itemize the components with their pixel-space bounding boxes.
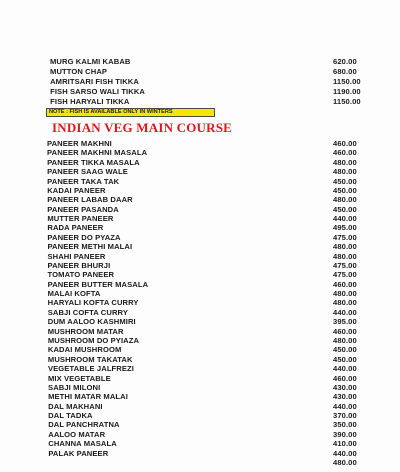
menu-item-name: PANEER BUTTER MASALA — [47, 279, 149, 289]
menu-item-price: 480.00 — [333, 298, 357, 308]
menu-item-row — [0, 57, 400, 66]
menu-item-name: MUSHROOM DO PYIAZA — [47, 335, 140, 345]
menu-item-name: RADA PANEER — [47, 223, 104, 233]
menu-item-name: PANEER MAKHNI MASALA — [47, 148, 148, 158]
menu-item-name: PANEER SAAG WALE — [47, 167, 128, 177]
menu-item-price: 460.00 — [333, 139, 357, 148]
menu-item-name: PANEER BHURJI — [47, 260, 111, 270]
menu-item-price: 480.00 — [333, 157, 357, 167]
menu-item-price: 1190.00 — [333, 87, 361, 97]
menu-item-name: SABJI MILONI — [48, 382, 101, 392]
menu-item-name: PANEER TIKKA MASALA — [47, 157, 140, 167]
menu-item-price: 350.00 — [333, 420, 357, 430]
menu-item-name: SABJI COFTA CURRY — [47, 307, 129, 317]
menu-item-row — [0, 139, 400, 148]
menu-item-price: 460.00 — [333, 148, 357, 158]
menu-item-price: 480.00 — [333, 289, 357, 299]
menu-item-price: 475.00 — [333, 232, 357, 242]
menu-item-price: 1150.00 — [333, 97, 361, 107]
menu-item-row — [0, 355, 400, 364]
menu-item-row — [0, 186, 400, 195]
menu-item-price: 460.00 — [333, 373, 357, 383]
menu-item-name: FISH HARYALI TIKKA — [50, 97, 130, 107]
menu-item-name: CHANNA MASALA — [48, 439, 117, 449]
menu-item-row — [0, 67, 400, 76]
menu-item-name: AMRITSARI FISH TIKKA — [50, 77, 139, 87]
menu-item-price: 370.00 — [333, 411, 357, 421]
menu-item-price: 480.00 — [333, 195, 357, 205]
menu-item-name: VEGETABLE JALFREZI — [47, 364, 134, 374]
menu-item-row — [0, 439, 400, 448]
menu-item-price: 430.00 — [333, 392, 357, 402]
menu-item-price: 440.00 — [333, 401, 357, 411]
menu-item-name: PANEER DO PYAZA — [47, 232, 121, 242]
menu-item-row — [0, 214, 400, 223]
menu-item-row — [0, 242, 400, 251]
menu-item-price: 440.00 — [333, 307, 357, 317]
menu-item-row — [0, 327, 400, 336]
menu-item-price: 680.00 — [333, 67, 357, 77]
menu-item-name: MUSHROOM TAKATAK — [47, 354, 133, 364]
menu-item-name: MUTTON CHAP — [50, 67, 108, 77]
menu-item-name: DUM AALOO KASHMIRI — [47, 317, 136, 327]
menu-item-name: MURG KALMI KABAB — [50, 57, 131, 66]
menu-item-row — [0, 158, 400, 167]
menu-item-price: 440.00 — [333, 448, 357, 458]
menu-item-row — [0, 308, 400, 317]
menu-item-price: 480.00 — [333, 167, 357, 177]
menu-item-row — [0, 411, 400, 420]
menu-item-name: MIX VEGETABLE — [48, 373, 111, 383]
menu-item-price: 440.00 — [333, 214, 357, 224]
menu-item-row — [0, 289, 400, 298]
menu-item-row — [0, 430, 400, 439]
menu-item-price: 395.00 — [333, 317, 357, 327]
menu-item-row — [0, 392, 400, 401]
menu-item-price: 450.00 — [333, 204, 357, 214]
menu-item-row — [0, 402, 400, 411]
menu-item-price: 440.00 — [333, 364, 357, 374]
menu-item-name: MALAI KOFTA — [47, 289, 101, 299]
menu-item-price: 430.00 — [333, 382, 357, 392]
menu-item-row — [0, 374, 400, 383]
section-title: INDIAN VEG MAIN COURSE — [52, 120, 233, 135]
menu-item-price: 410.00 — [333, 439, 357, 449]
menu-item-name: HARYALI KOFTA CURRY — [47, 298, 139, 308]
menu-item-row — [0, 345, 400, 354]
menu-item-name: PALAK PANEER — [48, 448, 109, 458]
menu-item-row — [0, 383, 400, 392]
menu-item-price: 1150.00 — [333, 77, 361, 87]
menu-item-row — [0, 87, 400, 96]
menu-item-row — [0, 233, 400, 242]
menu-item-row — [0, 223, 400, 232]
menu-item-name: TOMATO PANEER — [47, 270, 115, 280]
menu-item-price: 495.00 — [333, 223, 357, 233]
menu-item-row — [0, 280, 400, 289]
menu-item-row — [0, 261, 400, 270]
menu-item-name: PANEER MAKHNI — [47, 139, 112, 148]
menu-item-price: 475.00 — [333, 260, 357, 270]
menu-item-price: 390.00 — [333, 429, 357, 439]
menu-item-row — [0, 364, 400, 373]
menu-item-row — [0, 449, 400, 458]
menu-item-name: AALOO MATAR — [48, 429, 106, 439]
menu-item-row — [0, 148, 400, 157]
menu-item-price: 480.00 — [333, 457, 357, 467]
menu-item-price: 475.00 — [333, 270, 357, 280]
fish-availability-note: NOTE : FISH IS AVAILABLE ONLY IN WINTERS — [46, 108, 215, 117]
menu-item-name: MUTTER PANEER — [47, 214, 114, 224]
menu-item-name: FISH SARSO WALI TIKKA — [50, 87, 146, 97]
menu-item-price: 460.00 — [333, 279, 357, 289]
menu-item-row — [0, 317, 400, 326]
menu-item-row — [0, 177, 400, 186]
menu-item-name: MUSHROOM MATAR — [47, 326, 124, 336]
menu-item-name: PANEER TAKA TAK — [47, 176, 120, 186]
menu-item-name: DAL TADKA — [48, 411, 93, 421]
menu-item-price: 480.00 — [333, 242, 357, 252]
menu-item-name: SHAHI PANEER — [47, 251, 106, 261]
menu-item-row — [0, 195, 400, 204]
menu-item-name: KADAI PANEER — [47, 185, 106, 195]
menu-item-price: 450.00 — [333, 354, 357, 364]
menu-item-row — [0, 97, 400, 106]
menu-item-name: METHI MATAR MALAI — [48, 392, 128, 402]
menu-item-price: 480.00 — [333, 335, 357, 345]
menu-item-name: PANEER METHI MALAI — [47, 242, 133, 252]
menu-item-price: 460.00 — [333, 326, 357, 336]
menu-item-row — [0, 77, 400, 86]
menu-item-name: DAL PANCHRATNA — [48, 420, 120, 430]
menu-item-name: PANEER PASANDA — [47, 204, 119, 214]
menu-item-name: KADAI MUSHROOM — [47, 345, 122, 355]
menu-item-row — [0, 458, 400, 467]
menu-item-price: 480.00 — [333, 251, 357, 261]
menu-item-row — [0, 167, 400, 176]
menu-item-row — [0, 205, 400, 214]
menu-item-price: 450.00 — [333, 176, 357, 186]
menu-item-name: DAL MAKHANI — [48, 401, 103, 411]
menu-item-row — [0, 336, 400, 345]
menu-item-price: 450.00 — [333, 345, 357, 355]
menu-item-price: 450.00 — [333, 185, 357, 195]
menu-item-price: 620.00 — [333, 57, 357, 66]
menu-item-name: PANEER LABAB DAAR — [47, 195, 133, 205]
menu-item-row — [0, 252, 400, 261]
menu-item-row — [0, 270, 400, 279]
menu-item-row — [0, 420, 400, 429]
menu-item-row — [0, 298, 400, 307]
